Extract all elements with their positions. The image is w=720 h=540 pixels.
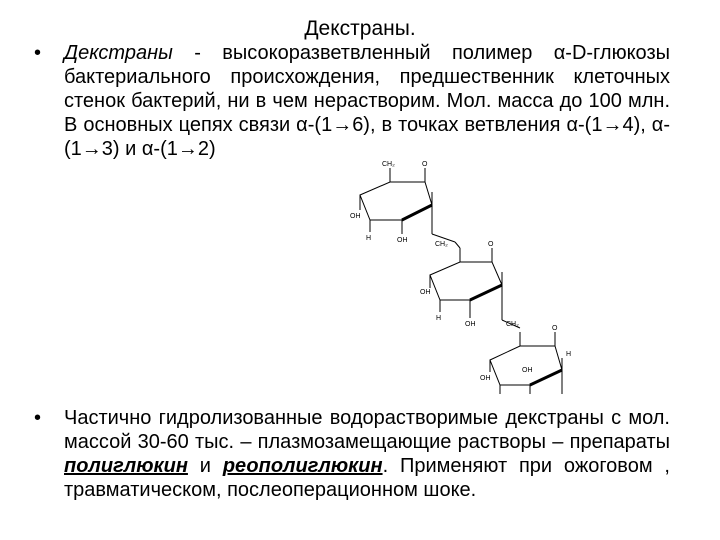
label-oh-4: OH	[465, 321, 476, 328]
label-oh-5: OH	[480, 375, 491, 382]
bullet-plasma-substitutes	[34, 406, 670, 502]
label-oh-1: OH	[350, 213, 361, 220]
bullet-marker: •	[34, 42, 42, 64]
glucose-ring-2	[430, 262, 502, 300]
drug-polyglukin: полиглюкин	[64, 455, 188, 477]
label-h-1: H	[366, 235, 372, 242]
plasma-text-part2: и	[187, 455, 223, 477]
term-dextrans: Декстраны	[64, 42, 173, 64]
glucose-ring-1	[360, 182, 432, 220]
label-oh-6: OH	[522, 367, 533, 374]
label-o-3: O	[552, 325, 558, 332]
label-h-2: H	[436, 315, 442, 322]
bullet-marker: •	[34, 407, 42, 429]
label-o-2: O	[488, 241, 494, 248]
bullet-dextrans-definition	[34, 41, 670, 161]
drug-reopolyglukin: реополиглюкин	[222, 455, 383, 477]
label-o-1: O	[422, 161, 428, 168]
plasma-text-part1: Частично гидролизованные водорастворимые декстраны с мол. массой 30-60 тыс. – плазмозамещающие растворы – препараты	[64, 407, 670, 453]
glucose-ring-3	[490, 346, 562, 385]
label-h-3: H	[566, 351, 572, 358]
dextran-structure-diagram	[330, 160, 620, 395]
label-oh-3: OH	[420, 289, 431, 296]
definition-text: - высокоразветвленный полимер α-D-глюкозы бактериального происхождения, предшественник клеточных стенок бактерий, ни в чем нерастворим. Мол. масса до 100 млн. В основных цепях связи α-(1→6), в точках ветвления α-(1→4), α-(1→3) и α-(1→2)	[64, 42, 670, 160]
label-oh-2: OH	[397, 237, 408, 244]
label-ch2-2: CH₂	[435, 241, 448, 248]
slide-title: Декстраны.	[304, 17, 416, 40]
plasma-text-part3: . Применяют при ожоговом , травматическом, послеоперационном шоке.	[64, 455, 670, 501]
label-ch2-1: CH₂	[382, 161, 395, 168]
label-ch2-3: CH₂	[506, 321, 519, 328]
